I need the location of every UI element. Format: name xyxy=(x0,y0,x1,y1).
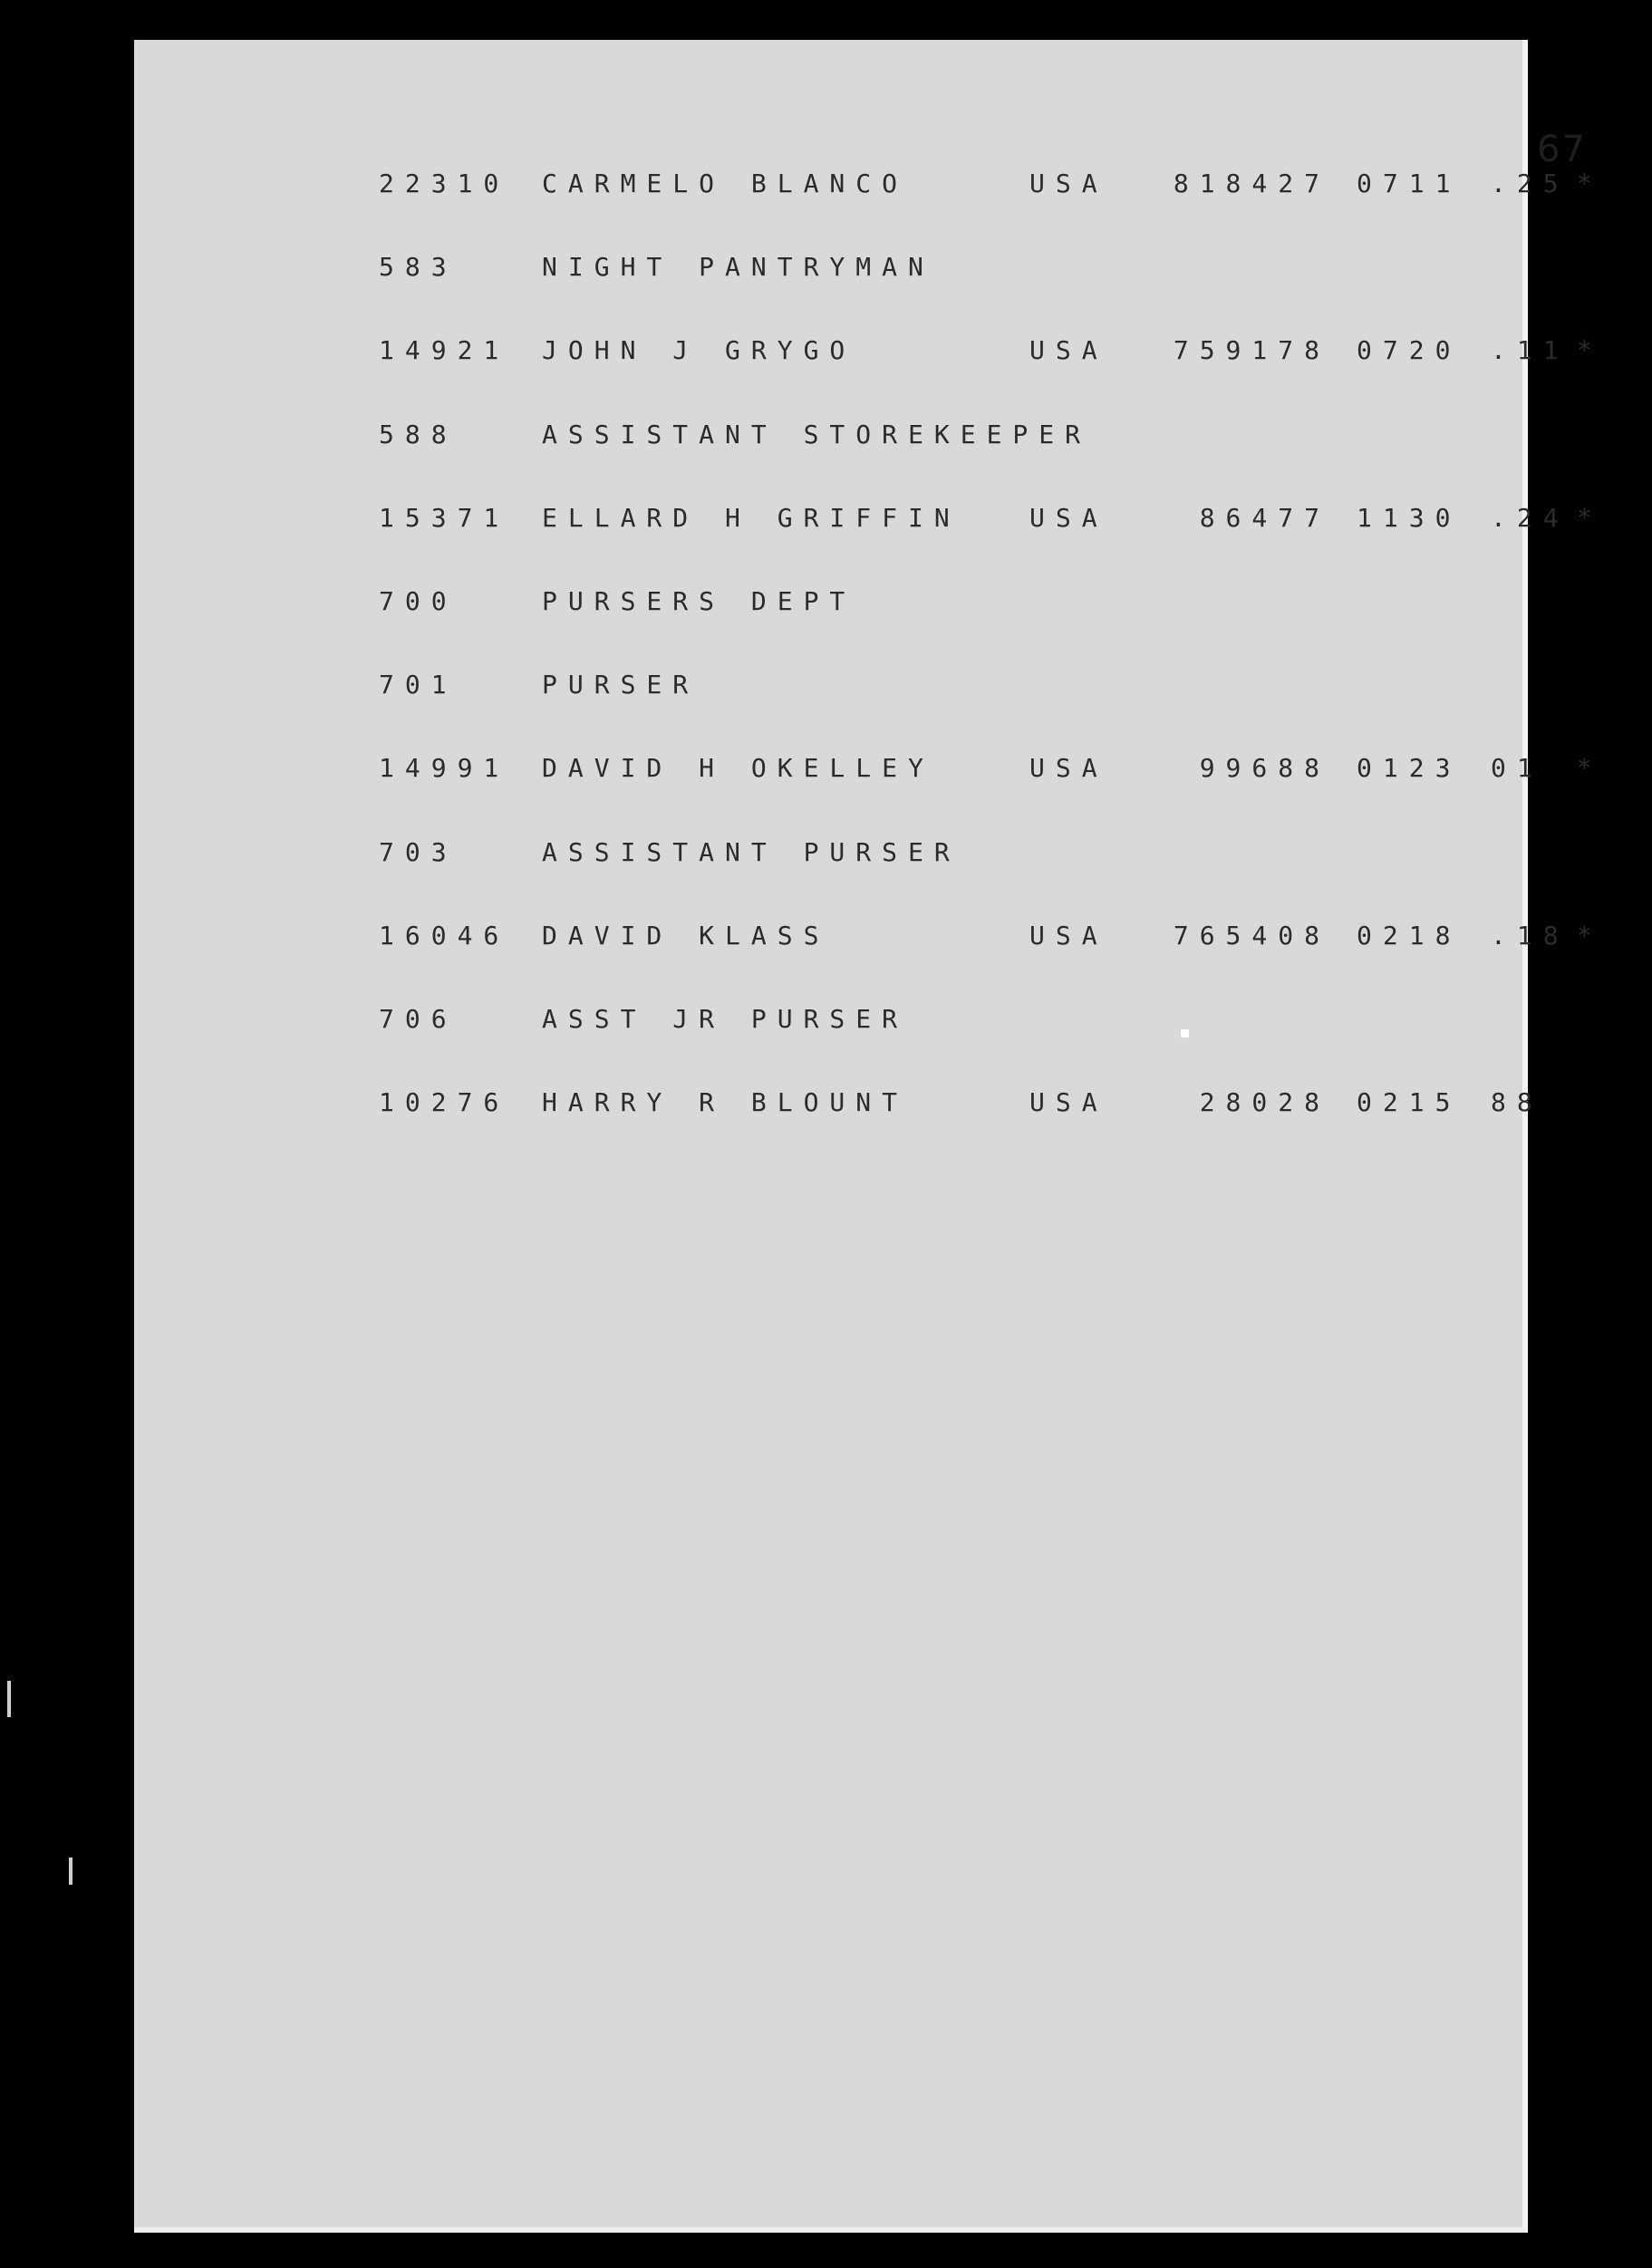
record-code: 588 xyxy=(379,419,458,449)
document-page xyxy=(134,40,1603,2233)
crew-name: DAVID KLASS xyxy=(542,920,830,951)
record-code: 15371 xyxy=(379,502,510,533)
record-code: 10276 xyxy=(379,1087,510,1118)
position-title: PURSER xyxy=(542,670,700,700)
scan-edge-mark xyxy=(69,1858,72,1885)
document-number: 759178 xyxy=(1173,335,1330,366)
record-code: 701 xyxy=(379,670,458,700)
paper-speck xyxy=(1181,1029,1189,1037)
record-date: 0720 xyxy=(1357,335,1462,366)
document-number: 765408 xyxy=(1173,920,1330,951)
asterisk-mark: * xyxy=(1577,335,1603,366)
nationality: USA xyxy=(1029,1087,1108,1118)
nationality: USA xyxy=(1029,335,1108,366)
position-title: ASSISTANT STOREKEEPER xyxy=(542,419,1092,449)
document-number: 28028 xyxy=(1199,1087,1330,1118)
document-number: 818427 xyxy=(1173,169,1330,198)
record-code: 583 xyxy=(379,252,458,283)
record-amount: 01 xyxy=(1491,753,1543,784)
document-number: 86477 xyxy=(1199,502,1330,533)
page-number: 67 xyxy=(1537,129,1587,170)
nationality: USA xyxy=(1029,169,1108,198)
asterisk-mark: * xyxy=(1577,753,1603,784)
document-number: 99688 xyxy=(1199,753,1330,784)
crew-name: CARMELO BLANCO xyxy=(542,169,909,198)
nationality: USA xyxy=(1029,920,1108,951)
record-date: 0123 xyxy=(1357,753,1462,784)
crew-name: DAVID H OKELLEY xyxy=(542,753,934,784)
nationality: USA xyxy=(1029,502,1108,533)
asterisk-mark: * xyxy=(1577,169,1603,198)
crew-name: JOHN J GRYGO xyxy=(542,335,856,366)
record-code: 14921 xyxy=(379,335,510,366)
asterisk-mark: * xyxy=(1577,502,1603,533)
record-date: 0711 xyxy=(1357,169,1462,198)
position-title: PURSERS DEPT xyxy=(542,586,856,616)
record-date: 1130 xyxy=(1357,502,1462,533)
record-amount: .18 xyxy=(1491,920,1570,951)
position-title: ASST JR PURSER xyxy=(542,1004,909,1034)
scan-edge-mark xyxy=(7,1681,11,1717)
record-amount: .11 xyxy=(1491,335,1570,366)
record-amount: .24 xyxy=(1491,502,1570,533)
crew-name: ELLARD H GRIFFIN xyxy=(542,502,961,533)
record-date: 0215 xyxy=(1357,1087,1462,1118)
position-title: ASSISTANT PURSER xyxy=(542,836,961,867)
record-code: 706 xyxy=(379,1004,458,1034)
crew-name: HARRY R BLOUNT xyxy=(542,1087,909,1118)
nationality: USA xyxy=(1029,753,1108,784)
record-date: 0218 xyxy=(1357,920,1462,951)
record-code: 703 xyxy=(379,836,458,867)
record-code: 14991 xyxy=(379,753,510,784)
record-amount: 88 xyxy=(1491,1087,1543,1118)
record-code: 16046 xyxy=(379,920,510,951)
asterisk-mark: * xyxy=(1577,920,1603,951)
record-code: 22310 xyxy=(379,169,510,198)
record-amount: .25 xyxy=(1491,169,1570,198)
record-code: 700 xyxy=(379,586,458,616)
position-title: NIGHT PANTRYMAN xyxy=(542,252,934,283)
